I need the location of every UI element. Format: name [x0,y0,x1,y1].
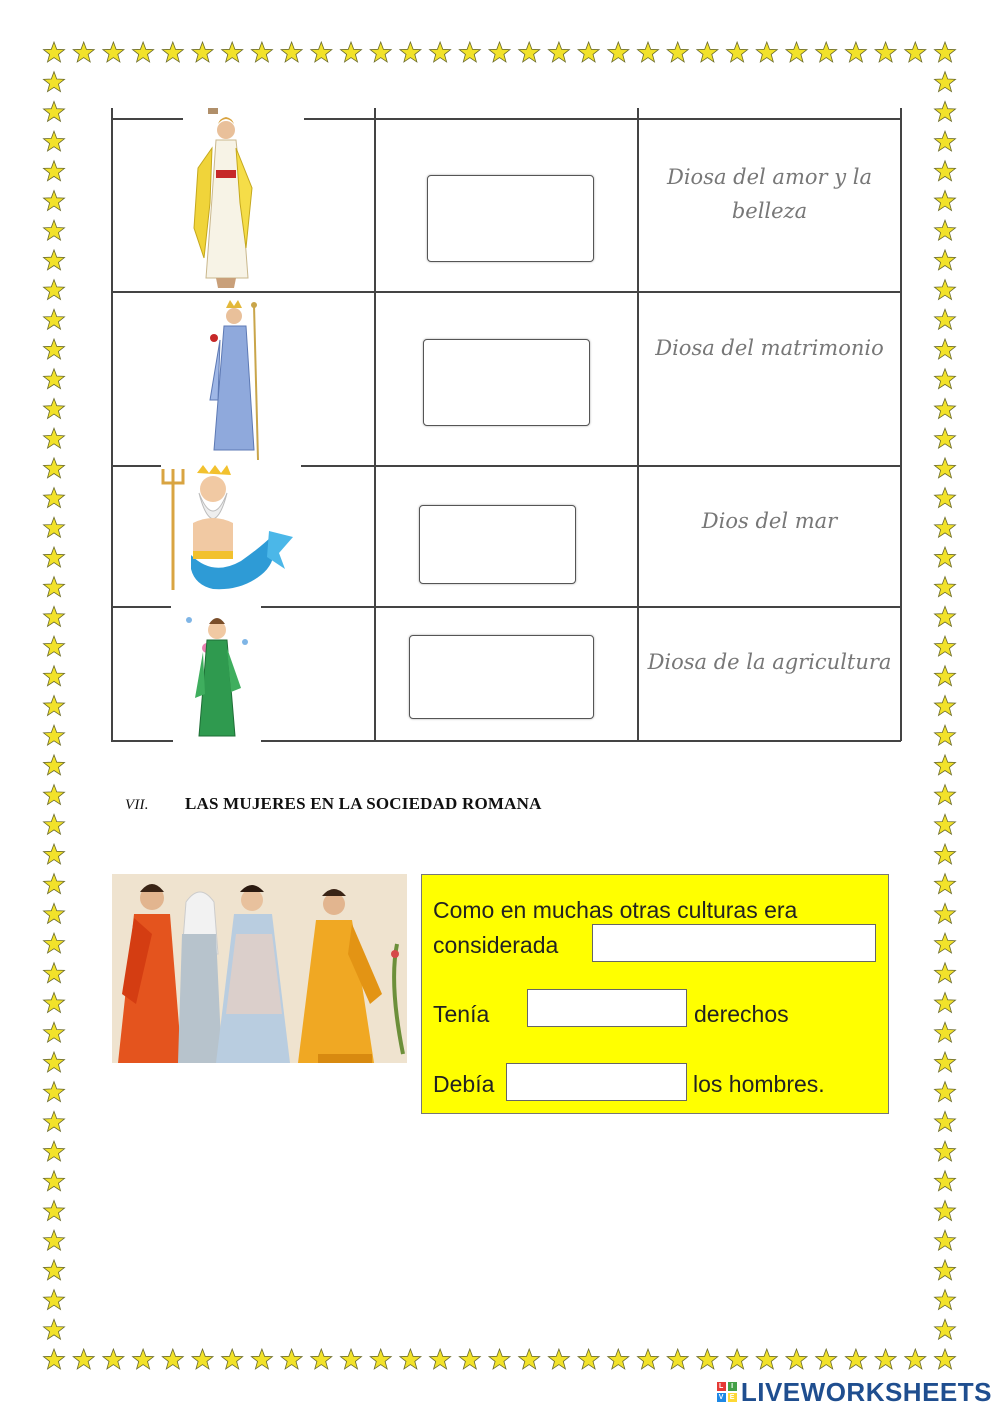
border-star-icon [608,42,629,62]
border-star-icon [44,458,65,478]
border-star-icon [400,42,421,62]
border-star-icon [905,42,926,62]
border-star-icon [44,1260,65,1280]
question-line-4-suffix: los hombres. [693,1071,825,1097]
juno-figure [196,300,276,465]
border-star-icon [459,1349,480,1369]
border-star-icon [44,399,65,419]
border-star-icon [935,1349,956,1369]
border-star-icon [133,42,154,62]
border-star-icon [935,280,956,300]
border-star-icon [44,339,65,359]
border-star-icon [935,874,956,894]
border-star-icon [935,547,956,567]
border-star-icon [638,1349,659,1369]
border-star-icon [370,1349,391,1369]
border-star-icon [935,844,956,864]
border-star-icon [935,42,956,62]
border-star-icon [935,101,956,121]
border-star-icon [935,1111,956,1131]
border-star-icon [44,191,65,211]
question-line-2-prefix: considerada [433,932,559,958]
border-star-icon [44,1022,65,1042]
border-star-icon [935,577,956,597]
border-star-icon [103,1349,124,1369]
border-star-icon [935,933,956,953]
border-star-icon [44,933,65,953]
border-star-icon [281,1349,302,1369]
border-star-icon [935,1171,956,1191]
border-star-icon [935,814,956,834]
border-star-icon [44,280,65,300]
border-star-icon [44,488,65,508]
border-star-icon [935,309,956,329]
border-star-icon [608,1349,629,1369]
border-star-icon [44,1082,65,1102]
border-star-icon [44,814,65,834]
god-answer-input-1[interactable] [427,175,594,262]
border-star-icon [44,1052,65,1072]
border-star-icon [44,993,65,1013]
border-star-icon [44,636,65,656]
border-star-icon [905,1349,926,1369]
border-star-icon [103,42,124,62]
border-star-icon [935,161,956,181]
border-star-icon [44,428,65,448]
god-description-4: Diosa de la agricultura [647,650,892,674]
neptune-figure [161,465,301,605]
gods-table [111,108,901,741]
border-star-icon [935,606,956,626]
ceres-figure [179,608,259,741]
god-description-3: Dios del mar [701,509,838,533]
border-star-icon [935,1141,956,1161]
question-line-3-prefix: Tenía [433,1001,490,1027]
god-answer-input-4[interactable] [409,635,594,719]
border-star-icon [459,42,480,62]
border-star-icon [816,42,837,62]
border-star-icon [44,101,65,121]
border-star-icon [73,1349,94,1369]
liveworksheets-brand [717,1377,992,1407]
question-line-3-suffix: derechos [694,1001,789,1027]
brand-name: LIVEWORKSHEETS [740,1376,992,1407]
border-star-icon [935,220,956,240]
border-star-icon [935,1052,956,1072]
border-star-icon [44,220,65,240]
god-answer-input-2[interactable] [423,339,590,426]
border-star-icon [192,1349,213,1369]
border-star-icon [935,1022,956,1042]
border-star-icon [311,42,332,62]
question-line-1: Como en muchas otras culturas era [433,897,798,923]
border-star-icon [44,844,65,864]
border-star-icon [638,42,659,62]
god-answer-input-3[interactable] [419,505,576,584]
border-star-icon [786,1349,807,1369]
border-star-icon [400,1349,421,1369]
border-star-icon [44,309,65,329]
border-star-icon [44,755,65,775]
border-star-icon [935,428,956,448]
border-star-icon [44,963,65,983]
border-star-icon [133,1349,154,1369]
border-star-icon [548,42,569,62]
border-star-icon [935,1082,956,1102]
border-star-icon [935,517,956,537]
border-star-icon [727,42,748,62]
border-star-icon [578,42,599,62]
border-star-icon [251,42,272,62]
border-star-icon [192,42,213,62]
border-star-icon [935,131,956,151]
border-star-icon [935,399,956,419]
must-input[interactable] [506,1063,687,1101]
border-star-icon [44,696,65,716]
god-description-1: Diosa del amor y la belleza [667,165,872,223]
section-heading [125,794,542,814]
border-star-icon [162,42,183,62]
border-star-icon [489,42,510,62]
border-star-icon [311,1349,332,1369]
border-star-icon [44,369,65,389]
border-star-icon [816,1349,837,1369]
border-star-icon [935,903,956,923]
border-star-icon [935,1260,956,1280]
considered-as-input[interactable] [592,924,876,962]
border-star-icon [935,339,956,359]
border-star-icon [44,666,65,686]
border-star-icon [935,755,956,775]
border-star-icon [786,42,807,62]
border-star-icon [935,488,956,508]
border-star-icon [222,42,243,62]
border-star-icon [845,42,866,62]
border-star-icon [44,725,65,745]
border-star-icon [73,42,94,62]
border-star-icon [430,42,451,62]
border-star-icon [935,191,956,211]
border-star-icon [341,42,362,62]
rights-input[interactable] [527,989,687,1027]
border-star-icon [44,517,65,537]
border-star-icon [44,1201,65,1221]
roman-women-illustration [112,874,407,1063]
border-star-icon [44,785,65,805]
section-title: LAS MUJERES EN LA SOCIEDAD ROMANA [185,794,542,813]
border-star-icon [162,1349,183,1369]
border-star-icon [935,458,956,478]
border-star-icon [44,1319,65,1339]
border-star-icon [935,369,956,389]
border-star-icon [727,1349,748,1369]
border-star-icon [667,1349,688,1369]
liveworksheets-logo-icon: L I V E [718,1383,735,1401]
border-star-icon [44,874,65,894]
border-star-icon [935,250,956,270]
border-star-icon [935,636,956,656]
section-number: VII. [125,797,149,813]
border-star-icon [44,1171,65,1191]
border-star-icon [44,1349,65,1369]
border-star-icon [251,1349,272,1369]
question-line-4-prefix: Debía [433,1071,495,1097]
border-star-icon [875,1349,896,1369]
border-star-icon [222,1349,243,1369]
border-star-icon [370,42,391,62]
border-star-icon [697,42,718,62]
border-star-icon [281,42,302,62]
border-star-icon [44,1111,65,1131]
border-star-icon [489,1349,510,1369]
border-star-icon [935,72,956,92]
border-star-icon [44,161,65,181]
border-star-icon [548,1349,569,1369]
border-star-icon [519,42,540,62]
border-star-icon [430,1349,451,1369]
border-star-icon [44,42,65,62]
border-star-icon [845,1349,866,1369]
border-star-icon [44,606,65,626]
border-star-icon [935,1319,956,1339]
border-star-icon [44,1290,65,1310]
border-star-icon [44,72,65,92]
border-star-icon [667,42,688,62]
border-star-icon [44,1141,65,1161]
border-star-icon [935,725,956,745]
border-star-icon [44,1230,65,1250]
border-star-icon [935,963,956,983]
border-star-icon [935,1290,956,1310]
border-star-icon [935,785,956,805]
border-star-icon [756,42,777,62]
border-star-icon [697,1349,718,1369]
women-question-box [421,874,889,1114]
border-star-icon [44,577,65,597]
border-star-icon [44,250,65,270]
border-star-icon [44,547,65,567]
border-star-icon [756,1349,777,1369]
border-star-icon [44,903,65,923]
border-star-icon [935,1230,956,1250]
border-star-icon [935,993,956,1013]
border-star-icon [44,131,65,151]
border-star-icon [935,1201,956,1221]
border-star-icon [578,1349,599,1369]
border-star-icon [341,1349,362,1369]
border-star-icon [875,42,896,62]
border-star-icon [519,1349,540,1369]
border-star-icon [935,696,956,716]
border-star-icon [935,666,956,686]
god-description-2: Diosa del matrimonio [655,336,884,360]
venus-figure [186,108,266,291]
